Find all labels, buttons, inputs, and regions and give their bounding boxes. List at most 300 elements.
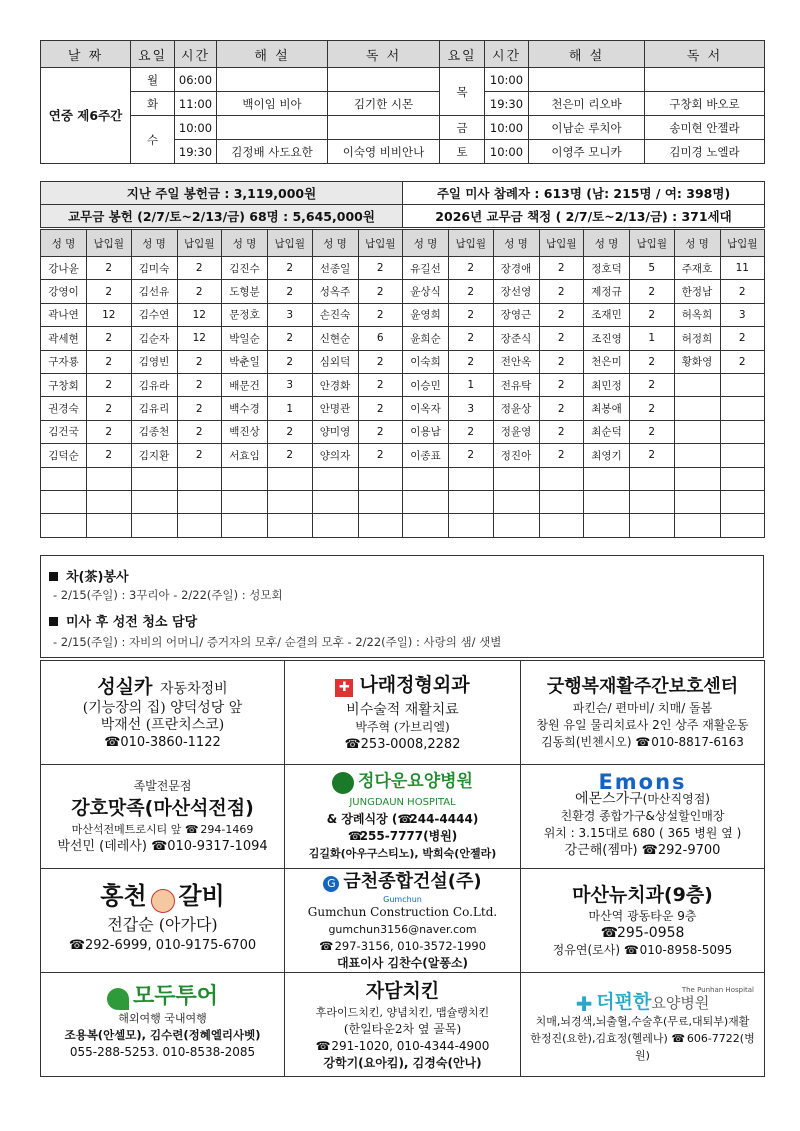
payer-name: 구창회 xyxy=(41,373,87,396)
payer-month: 2 xyxy=(539,303,584,326)
payer-name xyxy=(222,490,268,513)
gumchun-logo-icon: G xyxy=(323,876,339,892)
cleaning-title: 미사 후 성전 청소 담당 xyxy=(66,615,198,630)
payer-name: 장경애 xyxy=(493,257,539,280)
ad-name: 마산뉴치과(9층) xyxy=(572,884,713,906)
reading-cell: 김미경 노엘라 xyxy=(645,140,765,164)
header-name: 성 명 xyxy=(674,230,720,257)
payer-name: 문정호 xyxy=(222,303,268,326)
payer-month: 2 xyxy=(539,280,584,303)
payer-month xyxy=(449,490,494,513)
payer-name: 황화영 xyxy=(674,350,720,373)
tea-service-line: - 2/15(주일) : 3꾸리아 - 2/22(주일) : 성모회 xyxy=(53,588,283,602)
telephone-icon: ☎ xyxy=(318,939,334,953)
payer-name: 양의자 xyxy=(312,444,358,467)
telephone-icon: ☎ xyxy=(315,1038,331,1053)
ad-contact: 한정진(요한),김효정(헬레나) xyxy=(530,1031,668,1045)
payer-name: 김종천 xyxy=(131,420,177,443)
cleaning-heading xyxy=(49,611,197,630)
payer-month: 12 xyxy=(177,327,222,350)
payer-month: 11 xyxy=(720,257,765,280)
ad-phone: 292-6999, 010-9175-6700 xyxy=(84,937,257,953)
payer-month xyxy=(720,373,765,396)
payer-name: 김수연 xyxy=(131,303,177,326)
payer-month xyxy=(630,490,675,513)
payer-month xyxy=(539,490,584,513)
payer-name: 양미영 xyxy=(312,420,358,443)
payer-name: 이승민 xyxy=(403,373,449,396)
payer-month: 2 xyxy=(630,373,675,396)
telephone-icon: ☎ xyxy=(600,925,619,941)
payer-month: 2 xyxy=(177,420,222,443)
ad-subtitle: 해외여행 국내여행 xyxy=(118,1012,207,1026)
payer-month xyxy=(358,514,403,537)
square-bullet-icon xyxy=(49,617,58,626)
ad-tag: 자동차정비 xyxy=(160,681,228,697)
payer-name: 정윤상 xyxy=(493,397,539,420)
header-name: 성 명 xyxy=(403,230,449,257)
payer-name xyxy=(312,490,358,513)
payer-month: 2 xyxy=(268,327,313,350)
payer-name: 윤상식 xyxy=(403,280,449,303)
ad-line: (한일타운2차 옆 골목) xyxy=(343,1021,462,1036)
payer-month: 2 xyxy=(87,444,132,467)
payer-name: 윤영희 xyxy=(403,303,449,326)
ad-phone: 291-1020, 010-4344-4900 xyxy=(331,1038,490,1053)
payer-name xyxy=(41,467,87,490)
payer-month: 2 xyxy=(268,420,313,443)
ad-name: 홍천 xyxy=(100,881,147,911)
time-cell: 11:00 xyxy=(175,92,217,116)
payer-month: 2 xyxy=(268,350,313,373)
payer-month: 2 xyxy=(539,397,584,420)
payer-name: 김지환 xyxy=(131,444,177,467)
payer-month: 2 xyxy=(177,444,222,467)
week-label: 연중 제6주간 xyxy=(41,68,131,164)
ad-contact: 정유연(로사) xyxy=(552,943,620,957)
header-day: 요일 xyxy=(131,41,175,68)
payer-month: 2 xyxy=(268,257,313,280)
time-cell: 10:00 xyxy=(485,140,529,164)
header-time-2: 시간 xyxy=(485,41,529,68)
payer-name: 이종표 xyxy=(403,444,449,467)
ad-name: 나래정형외과 xyxy=(359,674,470,696)
table-row xyxy=(41,397,765,420)
payers-header-row xyxy=(41,230,765,257)
payer-month: 2 xyxy=(539,257,584,280)
payer-name: 안경화 xyxy=(312,373,358,396)
ad-masan-new-dental xyxy=(521,869,765,973)
payer-name xyxy=(674,444,720,467)
payer-month: 2 xyxy=(87,373,132,396)
payer-month: 2 xyxy=(177,257,222,280)
payer-month xyxy=(720,444,765,467)
payer-name: 장영근 xyxy=(493,303,539,326)
reading-cell xyxy=(645,68,765,92)
payer-name: 백수경 xyxy=(222,397,268,420)
header-reading-2: 독 서 xyxy=(645,41,765,68)
day-cell: 금 xyxy=(440,116,485,140)
header-month: 납입월 xyxy=(268,230,313,257)
ad-contact: 박선민 (데레사) xyxy=(57,839,147,854)
payer-month: 2 xyxy=(358,303,403,326)
time-cell: 19:30 xyxy=(485,92,529,116)
payer-name xyxy=(131,467,177,490)
payer-name xyxy=(41,514,87,537)
telephone-icon: ☎ xyxy=(344,737,361,752)
schedule-row xyxy=(41,92,765,116)
header-month: 납입월 xyxy=(87,230,132,257)
reading-cell xyxy=(328,116,440,140)
offering-stats-table xyxy=(40,181,765,228)
ad-phone: 010-8817-6163 xyxy=(651,735,744,749)
emons-logo: Emons xyxy=(598,770,687,794)
payer-month: 2 xyxy=(87,327,132,350)
telephone-icon: ☎ xyxy=(641,843,658,858)
comment-cell: 김정배 사도요한 xyxy=(217,140,328,164)
payer-month: 2 xyxy=(268,444,313,467)
tea-service-heading xyxy=(49,566,129,585)
table-row xyxy=(41,303,765,326)
payer-month: 2 xyxy=(177,280,222,303)
header-date: 날 짜 xyxy=(41,41,131,68)
ad-deopyeonhan-hospital xyxy=(521,973,765,1077)
payer-month: 2 xyxy=(449,327,494,350)
ad-narae-orthopedics xyxy=(285,661,521,765)
payer-name xyxy=(584,514,630,537)
payer-name: 박춘일 xyxy=(222,350,268,373)
payer-month: 3 xyxy=(268,373,313,396)
payer-name: 전유탁 xyxy=(493,373,539,396)
ad-tiny-english: The Punhan Hospital xyxy=(681,985,754,994)
telephone-icon: ☎ xyxy=(397,811,413,826)
payer-name: 김덕순 xyxy=(41,444,87,467)
telephone-icon: ☎ xyxy=(184,823,199,836)
payer-name xyxy=(674,490,720,513)
payer-month xyxy=(177,467,222,490)
ad-name-2: 갈비 xyxy=(178,881,225,911)
comment-cell: 천은미 리오바 xyxy=(529,92,645,116)
ad-hongcheon-galbi xyxy=(41,869,285,973)
payer-name: 백진상 xyxy=(222,420,268,443)
payer-month xyxy=(449,514,494,537)
payer-month xyxy=(177,490,222,513)
payer-month: 2 xyxy=(630,303,675,326)
table-row xyxy=(41,514,765,537)
payer-month xyxy=(87,490,132,513)
dues-set: 2026년 교무금 책정 ( 2/7/토~2/13/금) : 371세대 xyxy=(403,205,765,228)
ad-phone: 010-9317-1094 xyxy=(167,839,268,854)
ad-name: 더편한 xyxy=(596,990,652,1013)
payer-month: 2 xyxy=(539,350,584,373)
payer-name: 김유라 xyxy=(131,373,177,396)
ad-jadam-chicken xyxy=(285,973,521,1077)
cross-logo-icon: ✚ xyxy=(575,991,593,1016)
payer-month: 2 xyxy=(358,350,403,373)
ad-contact: 대표이사 김찬수(알퐁소) xyxy=(336,956,469,970)
payer-month: 2 xyxy=(87,397,132,420)
table-row xyxy=(41,420,765,443)
header-name: 성 명 xyxy=(222,230,268,257)
payer-name xyxy=(41,490,87,513)
payer-name: 곽세현 xyxy=(41,327,87,350)
reading-cell: 송미현 안젤라 xyxy=(645,116,765,140)
payer-name: 강나윤 xyxy=(41,257,87,280)
payer-name: 심외덕 xyxy=(312,350,358,373)
payer-name: 권경숙 xyxy=(41,397,87,420)
schedule-header-row xyxy=(41,41,765,68)
payer-name: 유길선 xyxy=(403,257,449,280)
payer-name: 김선유 xyxy=(131,280,177,303)
payer-name: 김진수 xyxy=(222,257,268,280)
payer-name xyxy=(403,514,449,537)
payer-month: 2 xyxy=(539,327,584,350)
ad-subtitle: JUNGDAUN HOSPITAL xyxy=(349,796,456,808)
ad-phone: 244-4444 xyxy=(409,811,473,826)
ad-phone: 292-9700 xyxy=(657,843,721,858)
payer-month: 2 xyxy=(630,444,675,467)
payer-name: 허정희 xyxy=(674,327,720,350)
reading-cell xyxy=(328,68,440,92)
ad-line: 파킨슨/ 편마비/ 치매/ 돌봄 xyxy=(572,701,713,715)
payer-month xyxy=(720,467,765,490)
ad-gangho-jokbal xyxy=(41,765,285,869)
time-cell: 10:00 xyxy=(175,116,217,140)
payer-month: 6 xyxy=(358,327,403,350)
ad-phone: 010-8958-5095 xyxy=(639,943,733,957)
ad-line: & 장례식장 ( xyxy=(326,811,398,826)
payer-month xyxy=(539,467,584,490)
payer-month: 2 xyxy=(449,303,494,326)
ad-line: 마산석전메트로시티 앞 xyxy=(71,823,182,836)
ad-line: 박재선 (프란치스코) xyxy=(100,717,225,733)
payer-name: 성옥주 xyxy=(312,280,358,303)
payer-month: 2 xyxy=(630,280,675,303)
comment-cell: 이남순 루치아 xyxy=(529,116,645,140)
notice-box xyxy=(40,555,764,658)
gumchun-logo-text: Gumchun xyxy=(383,895,422,904)
payer-month: 2 xyxy=(630,350,675,373)
table-row xyxy=(41,350,765,373)
reading-cell: 김기한 시몬 xyxy=(328,92,440,116)
payer-name: 선종일 xyxy=(312,257,358,280)
payer-month: 12 xyxy=(87,303,132,326)
header-month: 납입월 xyxy=(449,230,494,257)
tea-service-title: 차(茶)봉사 xyxy=(66,570,129,585)
ad-contact: 전갑순 (아가다) xyxy=(107,914,218,934)
header-name: 성 명 xyxy=(41,230,87,257)
ad-english-name: Gumchun Construction Co.Ltd. xyxy=(307,905,498,919)
ad-line: (기능장의 집) 양덕성당 앞 xyxy=(82,700,243,716)
payer-name: 곽나연 xyxy=(41,303,87,326)
payer-name xyxy=(493,490,539,513)
comment-cell: 이영주 모니카 xyxy=(529,140,645,164)
payer-month xyxy=(720,397,765,420)
payer-name: 전안옥 xyxy=(493,350,539,373)
payer-name: 제정규 xyxy=(584,280,630,303)
payer-name xyxy=(403,467,449,490)
payer-month: 2 xyxy=(358,444,403,467)
time-cell: 10:00 xyxy=(485,68,529,92)
payer-month xyxy=(268,514,313,537)
ad-good-happiness-center xyxy=(521,661,765,765)
payer-month xyxy=(539,514,584,537)
telephone-icon: ☎ xyxy=(671,1031,686,1045)
ad-phone: 295-0958 xyxy=(617,925,685,941)
table-row xyxy=(41,280,765,303)
payer-name xyxy=(674,373,720,396)
telephone-icon: ☎ xyxy=(623,943,639,957)
header-reading: 독 서 xyxy=(328,41,440,68)
payer-name: 이숙희 xyxy=(403,350,449,373)
dues-payers-table xyxy=(40,229,765,538)
reading-cell: 이숙영 비비안나 xyxy=(328,140,440,164)
time-cell: 10:00 xyxy=(485,116,529,140)
ad-line: 후라이드치킨, 양념치킨, 맵슐랭치킨 xyxy=(315,1005,490,1019)
payer-month: 2 xyxy=(539,420,584,443)
ad-name: 금천종합건설(주) xyxy=(343,871,482,892)
payer-name: 한정남 xyxy=(674,280,720,303)
header-name: 성 명 xyxy=(584,230,630,257)
ad-line: 창원 유일 물리치료사 2인 상주 재활운동 xyxy=(536,718,749,732)
payer-name: 김미숙 xyxy=(131,257,177,280)
ad-contact: 조용복(안셀모), 김수련(정혜엘리사벳) xyxy=(64,1028,261,1043)
cross-logo-icon: ✚ xyxy=(335,679,353,697)
payer-name: 조진영 xyxy=(584,327,630,350)
payer-month: 3 xyxy=(720,303,765,326)
ad-phone: 010-3860-1122 xyxy=(120,735,221,750)
payer-month: 2 xyxy=(87,280,132,303)
payer-name: 장선영 xyxy=(493,280,539,303)
payer-name xyxy=(222,467,268,490)
time-cell: 19:30 xyxy=(175,140,217,164)
header-month: 납입월 xyxy=(539,230,584,257)
payer-month: 2 xyxy=(720,280,765,303)
payer-month xyxy=(87,514,132,537)
header-comment-2: 해 설 xyxy=(529,41,645,68)
payer-month: 2 xyxy=(177,373,222,396)
ad-phone: 255-7777(병원) xyxy=(359,828,458,843)
header-month: 납입월 xyxy=(630,230,675,257)
payer-name xyxy=(674,397,720,420)
payer-name xyxy=(131,514,177,537)
payer-month: 2 xyxy=(87,257,132,280)
telephone-icon: ☎ xyxy=(151,839,168,854)
payer-name: 도형분 xyxy=(222,280,268,303)
ad-line: 친환경 종합가구&상설할인매장 xyxy=(560,809,725,823)
day-cell: 월 xyxy=(131,68,175,92)
payer-month: 2 xyxy=(449,420,494,443)
payer-month: 12 xyxy=(177,303,222,326)
ad-seongsilka xyxy=(41,661,285,765)
modetour-heart-icon xyxy=(107,988,129,1010)
reading-cell: 구창회 바오로 xyxy=(645,92,765,116)
ad-line: 족발전문점 xyxy=(133,779,192,793)
ad-name: 정다운요양병원 xyxy=(358,771,473,791)
telephone-icon: ☎ xyxy=(68,937,86,953)
payer-month xyxy=(449,467,494,490)
dues-paid: 교무금 봉헌 (2/7/토~2/13/금) 68명 : 5,645,000원 xyxy=(41,205,403,228)
day-cell: 토 xyxy=(440,140,485,164)
ad-name-branch: (마산직영점) xyxy=(642,792,710,806)
comment-cell xyxy=(529,68,645,92)
schedule-row xyxy=(41,68,765,92)
ad-line: 치매,뇌경색,뇌출혈,수술후(무료,대퇴부)재활 xyxy=(535,1014,750,1028)
payer-name: 천은미 xyxy=(584,350,630,373)
header-name: 성 명 xyxy=(312,230,358,257)
payer-month xyxy=(720,490,765,513)
table-row xyxy=(41,467,765,490)
payer-name: 최민정 xyxy=(584,373,630,396)
payer-name: 박일순 xyxy=(222,327,268,350)
payer-name: 윤희순 xyxy=(403,327,449,350)
ad-name-2: 요양병원 xyxy=(651,993,710,1012)
payer-name xyxy=(493,514,539,537)
header-month: 납입월 xyxy=(358,230,403,257)
payer-month: 1 xyxy=(268,397,313,420)
payer-month xyxy=(630,467,675,490)
payer-month: 2 xyxy=(177,350,222,373)
payer-month: 2 xyxy=(630,397,675,420)
comment-cell: 백이임 비아 xyxy=(217,92,328,116)
payer-name: 김유리 xyxy=(131,397,177,420)
payer-month xyxy=(268,467,313,490)
last-week-offering: 지난 주일 봉헌금 : 3,119,000원 xyxy=(41,182,403,205)
payer-name: 최영기 xyxy=(584,444,630,467)
time-cell: 06:00 xyxy=(175,68,217,92)
ad-line: 비수술적 재활치료 xyxy=(346,702,459,718)
header-name: 성 명 xyxy=(131,230,177,257)
payer-name xyxy=(403,490,449,513)
header-name: 성 명 xyxy=(493,230,539,257)
payer-name: 이용남 xyxy=(403,420,449,443)
header-day-2: 요일 xyxy=(440,41,485,68)
ad-jungdaun-hospital: 정다운요양병원 JUNGDAUN HOSPITAL & 장례식장 (☎244-4444) ☎255-7777(병원) 김길화(아우구스티노), 박희숙(안젤라) xyxy=(285,765,521,869)
table-row xyxy=(41,444,765,467)
payer-month: 3 xyxy=(449,397,494,420)
hospital-logo-icon xyxy=(332,772,354,794)
payer-month: 2 xyxy=(358,280,403,303)
payer-name: 주재호 xyxy=(674,257,720,280)
table-row xyxy=(41,257,765,280)
payer-name: 최순덕 xyxy=(584,420,630,443)
payer-name xyxy=(493,467,539,490)
ad-name: 자담치킨 xyxy=(365,979,440,1002)
payer-name xyxy=(674,420,720,443)
payer-month: 5 xyxy=(630,257,675,280)
payer-name: 조재민 xyxy=(584,303,630,326)
payer-name: 강영이 xyxy=(41,280,87,303)
ad-contact: 김길화(아우구스티노), 박희숙(안젤라) xyxy=(308,846,497,860)
payer-name: 김순자 xyxy=(131,327,177,350)
mass-schedule-table xyxy=(40,40,765,164)
ad-name: 성실카 xyxy=(97,676,153,698)
header-month: 납입월 xyxy=(720,230,765,257)
ad-contact: 강근해(젬마) xyxy=(564,843,638,858)
payer-name xyxy=(584,490,630,513)
payer-name: 허옥희 xyxy=(674,303,720,326)
payer-month xyxy=(87,467,132,490)
payer-month: 2 xyxy=(720,327,765,350)
ad-gumchun-construction xyxy=(285,869,521,973)
ad-phone: 297-3156, 010-3572-1990 xyxy=(334,939,487,953)
ad-contact: 김동희(빈첸시오) xyxy=(541,735,632,749)
payer-month: 2 xyxy=(449,280,494,303)
chef-face-icon xyxy=(151,889,175,913)
payer-name xyxy=(674,467,720,490)
table-row xyxy=(41,373,765,396)
payer-name xyxy=(312,467,358,490)
